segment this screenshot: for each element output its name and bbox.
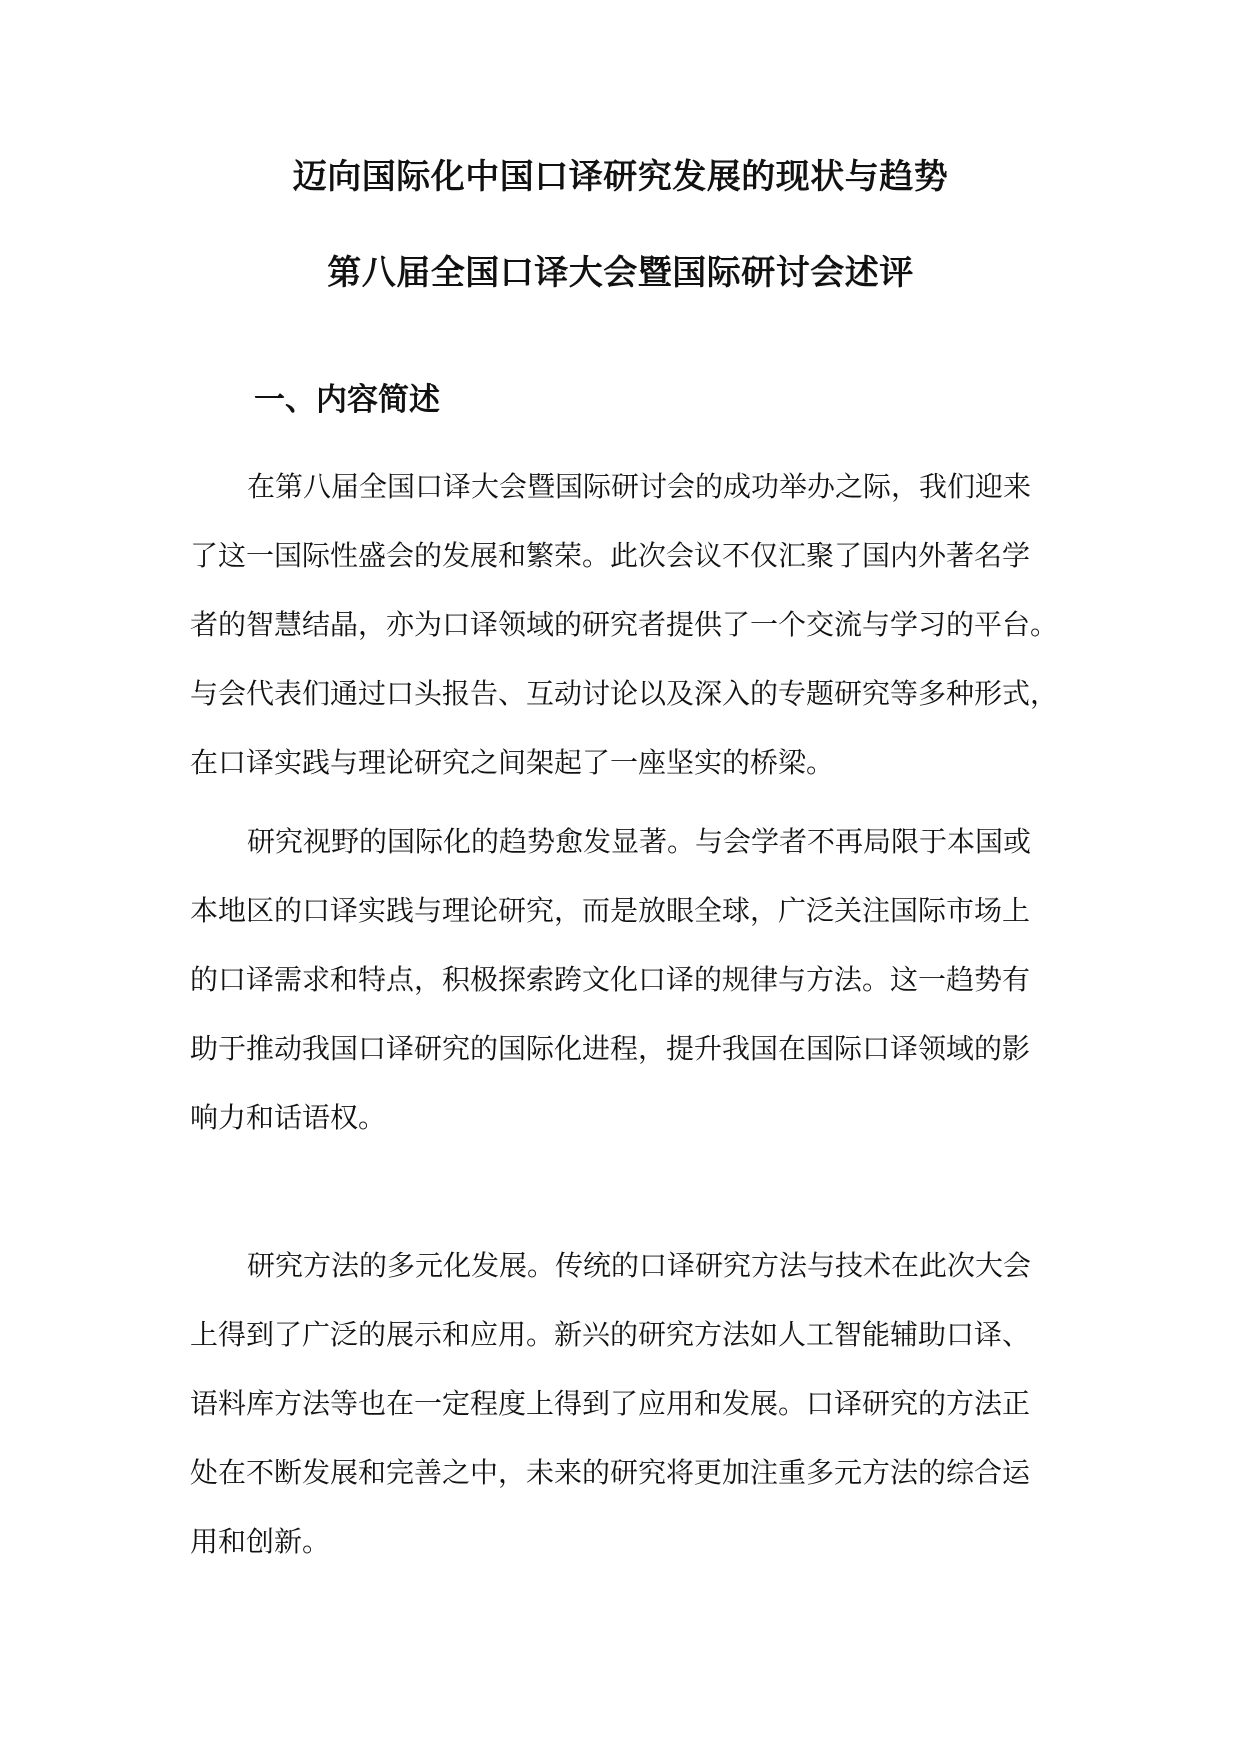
paragraph-line: 与会代表们通过口头报告、互动讨论以及深入的专题研究等多种形式， [190, 677, 1059, 710]
paragraph-line: 本地区的口译实践与理论研究，而是放眼全球，广泛关注国际市场上 [190, 894, 1031, 927]
document-title: 迈向国际化中国口译研究发展的现状与趋势 [292, 157, 949, 197]
paragraph-3 [190, 1231, 1060, 1576]
section-heading: 一、内容简述 [254, 382, 440, 418]
document-subtitle: 第八届全国口译大会暨国际研讨会述评 [327, 253, 914, 293]
paragraph-line: 助于推动我国口译研究的国际化进程，提升我国在国际口译领域的影 [190, 1032, 1031, 1065]
paragraph-2 [190, 807, 1060, 1152]
paragraph-line: 在第八届全国口译大会暨国际研讨会的成功举办之际，我们迎来 [247, 470, 1032, 503]
paragraph-line: 了这一国际性盛会的发展和繁荣。此次会议不仅汇聚了国内外著名学 [190, 539, 1031, 572]
paragraph-line: 语料库方法等也在一定程度上得到了应用和发展。口译研究的方法正 [190, 1387, 1031, 1420]
paragraph-line: 研究方法的多元化发展。传统的口译研究方法与技术在此次大会 [247, 1249, 1032, 1282]
paragraph-line: 上得到了广泛的展示和应用。新兴的研究方法如人工智能辅助口译、 [190, 1318, 1031, 1351]
paragraph-line: 用和创新。 [190, 1525, 331, 1558]
paragraph-line: 在口译实践与理论研究之间架起了一座坚实的桥梁。 [190, 746, 835, 779]
paragraph-line: 处在不断发展和完善之中，未来的研究将更加注重多元方法的综合运 [190, 1456, 1031, 1489]
paragraph-line: 者的智慧结晶，亦为口译领域的研究者提供了一个交流与学习的平台。 [190, 608, 1059, 641]
paragraph-1 [190, 452, 1060, 797]
paragraph-line: 的口译需求和特点，积极探索跨文化口译的规律与方法。这一趋势有 [190, 963, 1031, 996]
paragraph-line: 研究视野的国际化的趋势愈发显著。与会学者不再局限于本国或 [247, 825, 1032, 858]
paragraph-line: 响力和话语权。 [190, 1101, 387, 1134]
